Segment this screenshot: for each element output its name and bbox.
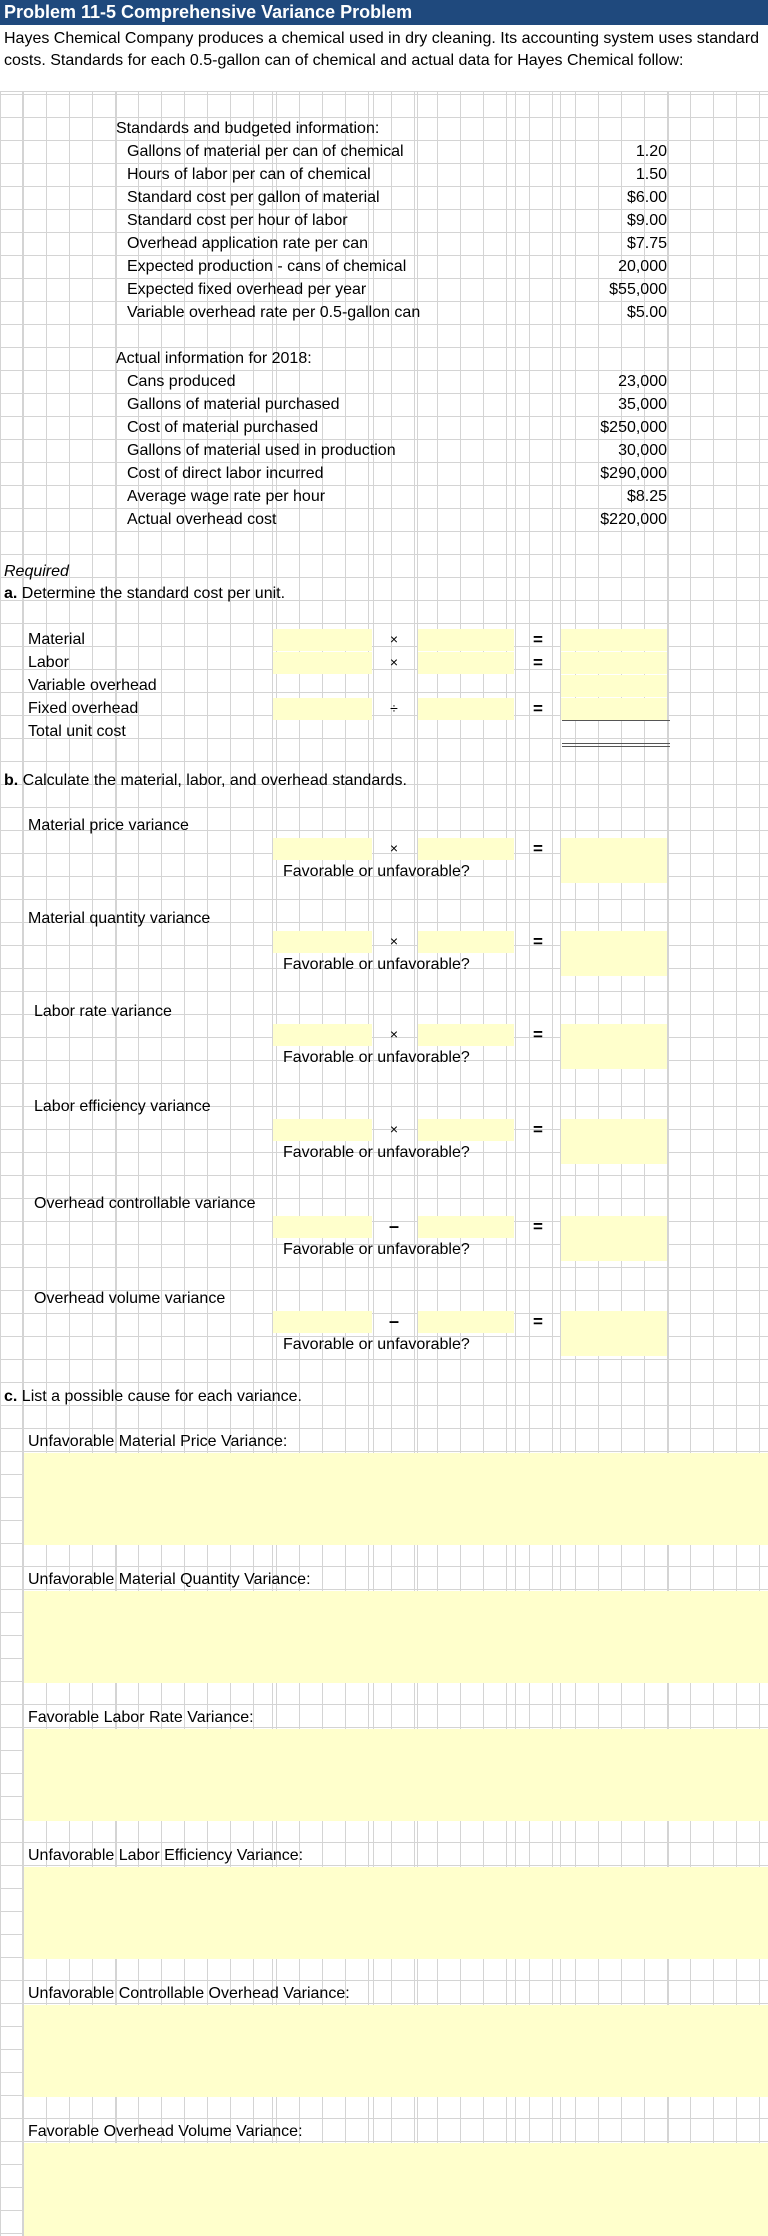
equals-sign: = bbox=[533, 932, 543, 951]
unit-cost-input-b[interactable] bbox=[418, 629, 514, 651]
standard-value: $5.00 bbox=[626, 304, 667, 321]
variance-input-b[interactable] bbox=[418, 1024, 514, 1046]
part-c-text: List a possible cause for each variance. bbox=[17, 1388, 302, 1405]
variance-result[interactable] bbox=[561, 1311, 667, 1356]
actual-value: $220,000 bbox=[600, 511, 667, 528]
variance-input-a[interactable] bbox=[273, 1119, 372, 1141]
actual-label: Gallons of material used in production bbox=[127, 442, 396, 459]
actual-value: 35,000 bbox=[618, 396, 667, 413]
cause-label: Unfavorable Material Price Variance: bbox=[28, 1433, 288, 1450]
variance-input-b[interactable] bbox=[418, 1216, 514, 1238]
variance-input-a[interactable] bbox=[273, 1024, 372, 1046]
total-rule-top bbox=[562, 720, 670, 721]
standard-value: $55,000 bbox=[609, 281, 667, 298]
part-c-letter: c. bbox=[4, 1388, 18, 1405]
operator-sign: × bbox=[389, 1121, 399, 1137]
equals-sign: = bbox=[533, 699, 543, 718]
variance-label: Material price variance bbox=[28, 817, 189, 834]
equals-sign: = bbox=[533, 630, 543, 649]
standard-label: Expected fixed overhead per year bbox=[127, 281, 367, 298]
cause-label: Unfavorable Controllable Overhead Variance: bbox=[28, 1985, 350, 2002]
standard-value: $6.00 bbox=[626, 189, 667, 206]
variance-input-b[interactable] bbox=[418, 931, 514, 953]
actual-label: Gallons of material purchased bbox=[127, 396, 340, 413]
variance-label: Overhead volume variance bbox=[34, 1290, 226, 1307]
actual-label: Actual overhead cost bbox=[127, 511, 277, 528]
equals-sign: = bbox=[533, 1025, 543, 1044]
part-a-heading bbox=[4, 582, 285, 605]
variance-input-a[interactable] bbox=[273, 1216, 372, 1238]
variance-result[interactable] bbox=[561, 931, 667, 976]
unit-cost-label: Labor bbox=[28, 654, 69, 671]
cause-answer-area[interactable] bbox=[24, 1591, 768, 1683]
variance-input-b[interactable] bbox=[418, 1311, 514, 1333]
standard-value: 20,000 bbox=[618, 258, 667, 275]
variance-label: Labor efficiency variance bbox=[34, 1098, 211, 1115]
unit-cost-label: Fixed overhead bbox=[28, 700, 139, 717]
actual-label: Cans produced bbox=[127, 373, 236, 390]
operator-sign: ÷ bbox=[390, 700, 398, 716]
standard-label: Hours of labor per can of chemical bbox=[127, 166, 371, 183]
variance-label: Material quantity variance bbox=[28, 910, 211, 927]
cause-answer-area[interactable] bbox=[24, 1867, 768, 1959]
unit-cost-result[interactable] bbox=[561, 698, 667, 720]
part-c-heading bbox=[4, 1385, 302, 1408]
favorable-question: Favorable or unfavorable? bbox=[283, 956, 470, 973]
standards-heading: Standards and budgeted information: bbox=[116, 120, 380, 137]
cause-answer-area[interactable] bbox=[24, 2143, 768, 2236]
variance-result[interactable] bbox=[561, 1119, 667, 1164]
cause-label: Unfavorable Labor Efficiency Variance: bbox=[28, 1847, 304, 1864]
standard-label: Expected production - cans of chemical bbox=[127, 258, 407, 275]
column-line bbox=[22, 92, 23, 2236]
variance-label: Labor rate variance bbox=[34, 1003, 172, 1020]
variance-label: Overhead controllable variance bbox=[34, 1195, 256, 1212]
unit-cost-result[interactable] bbox=[561, 629, 667, 651]
unit-cost-input-b[interactable] bbox=[418, 698, 514, 720]
unit-cost-label: Variable overhead bbox=[28, 677, 157, 694]
favorable-question: Favorable or unfavorable? bbox=[283, 1144, 470, 1161]
variance-input-b[interactable] bbox=[418, 838, 514, 860]
actual-value: $250,000 bbox=[600, 419, 667, 436]
unit-cost-result[interactable] bbox=[561, 675, 667, 697]
total-rule-double-2 bbox=[562, 746, 670, 747]
actual-value: $8.25 bbox=[626, 488, 667, 505]
standard-label: Standard cost per gallon of material bbox=[127, 189, 380, 206]
problem-intro: Hayes Chemical Company produces a chemical used in dry cleaning. Its accounting system uses standard costs. Standards for each 0.5-gallon can of chemical and actual data for Hayes Chemical follow: bbox=[0, 25, 768, 92]
cause-label: Favorable Labor Rate Variance: bbox=[28, 1709, 254, 1726]
part-b-heading bbox=[4, 769, 407, 792]
favorable-question: Favorable or unfavorable? bbox=[283, 1049, 470, 1066]
equals-sign: = bbox=[533, 839, 543, 858]
operator-sign: × bbox=[389, 654, 399, 670]
problem-title: Problem 11-5 Comprehensive Variance Problem bbox=[0, 0, 768, 25]
cause-label: Favorable Overhead Volume Variance: bbox=[28, 2123, 303, 2140]
favorable-question: Favorable or unfavorable? bbox=[283, 863, 470, 880]
variance-input-b[interactable] bbox=[418, 1119, 514, 1141]
total-rule-double-1 bbox=[562, 743, 670, 744]
standard-label: Overhead application rate per can bbox=[127, 235, 369, 252]
operator-sign: × bbox=[389, 840, 399, 856]
favorable-question: Favorable or unfavorable? bbox=[283, 1336, 470, 1353]
standard-value: $7.75 bbox=[626, 235, 667, 252]
variance-result[interactable] bbox=[561, 1024, 667, 1069]
unit-cost-label: Material bbox=[28, 631, 85, 648]
cause-answer-area[interactable] bbox=[24, 1729, 768, 1821]
cause-answer-area[interactable] bbox=[24, 1453, 768, 1545]
actual-label: Average wage rate per hour bbox=[127, 488, 326, 505]
standard-value: 1.20 bbox=[635, 143, 667, 160]
equals-sign: = bbox=[533, 1120, 543, 1139]
unit-cost-input-a[interactable] bbox=[273, 698, 372, 720]
operator-sign: – bbox=[388, 1216, 399, 1236]
operator-sign: × bbox=[389, 933, 399, 949]
equals-sign: = bbox=[533, 1312, 543, 1331]
equals-sign: = bbox=[533, 1217, 543, 1236]
standard-label: Standard cost per hour of labor bbox=[127, 212, 348, 229]
favorable-question: Favorable or unfavorable? bbox=[283, 1241, 470, 1258]
actual-value: 23,000 bbox=[618, 373, 667, 390]
variance-input-a[interactable] bbox=[273, 1311, 372, 1333]
part-a-text: Determine the standard cost per unit. bbox=[17, 585, 286, 602]
variance-result[interactable] bbox=[561, 838, 667, 883]
actual-value: 30,000 bbox=[618, 442, 667, 459]
standard-value: 1.50 bbox=[635, 166, 667, 183]
cause-answer-area[interactable] bbox=[24, 2005, 768, 2097]
unit-cost-input-b[interactable] bbox=[418, 652, 514, 674]
operator-sign: × bbox=[389, 631, 399, 647]
unit-cost-input-a[interactable] bbox=[273, 652, 372, 674]
unit-cost-result[interactable] bbox=[561, 652, 667, 674]
standard-value: $9.00 bbox=[626, 212, 667, 229]
unit-cost-label: Total unit cost bbox=[28, 723, 126, 740]
standard-label: Gallons of material per can of chemical bbox=[127, 143, 404, 160]
actual-label: Cost of direct labor incurred bbox=[127, 465, 324, 482]
part-b-letter: b. bbox=[4, 772, 19, 789]
variance-input-a[interactable] bbox=[273, 931, 372, 953]
actual-heading: Actual information for 2018: bbox=[116, 350, 312, 367]
operator-sign: × bbox=[389, 1026, 399, 1042]
cause-label: Unfavorable Material Quantity Variance: bbox=[28, 1571, 311, 1588]
variance-input-a[interactable] bbox=[273, 838, 372, 860]
standard-label: Variable overhead rate per 0.5-gallon can bbox=[127, 304, 421, 321]
equals-sign: = bbox=[533, 653, 543, 672]
actual-value: $290,000 bbox=[600, 465, 667, 482]
part-b-text: Calculate the material, labor, and overhead standards. bbox=[18, 772, 407, 789]
actual-label: Cost of material purchased bbox=[127, 419, 319, 436]
unit-cost-input-a[interactable] bbox=[273, 629, 372, 651]
required-label: Required bbox=[4, 563, 69, 580]
part-a-letter: a. bbox=[4, 585, 18, 602]
operator-sign: – bbox=[388, 1311, 399, 1331]
variance-result[interactable] bbox=[561, 1216, 667, 1261]
